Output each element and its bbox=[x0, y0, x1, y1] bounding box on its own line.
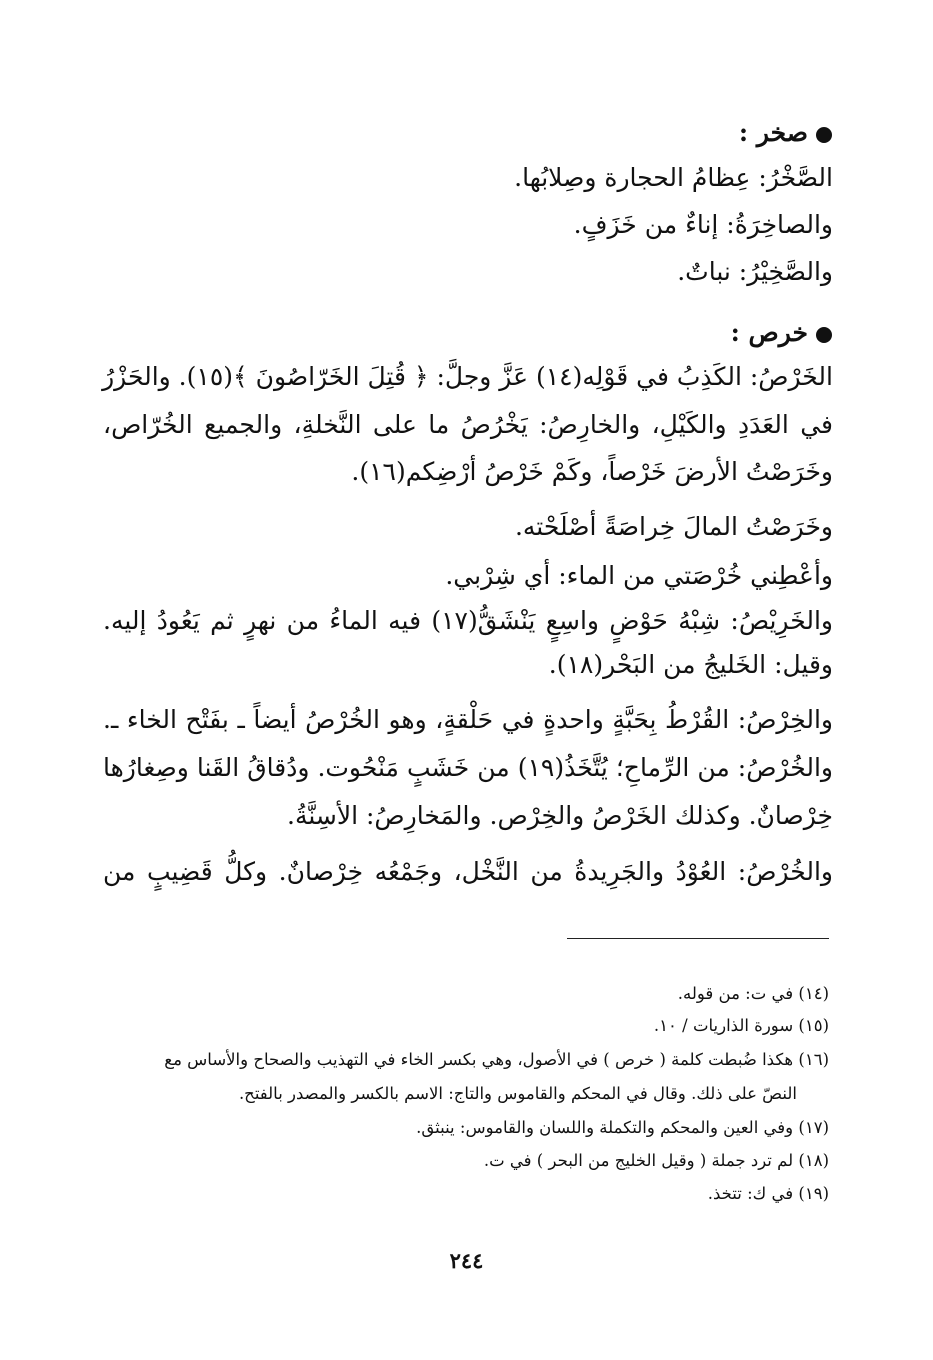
entry-line: خِرْصانٌ. وكذلك الخَرْصُ والخِرْص. والمَخارِصُ: الأسِنَّةُ. bbox=[287, 801, 833, 830]
bullet-icon bbox=[816, 327, 832, 343]
entry-line: وخَرَصْتُ الأرضَ خَرْصاً، وكَمْ خَرْصُ أرْضِكم(١٦). bbox=[351, 457, 833, 486]
footnote-separator bbox=[567, 938, 829, 939]
footnote: (١٧) وفي العين والمحكم والتكملة واللسان والقاموس: ينبثق. bbox=[416, 1118, 829, 1137]
entry-line: وقيل: الخَليجُ من البَحْر(١٨). bbox=[548, 650, 833, 679]
footnote: (١٦) هكذا ضُبطت كلمة ( خرص ) في الأصول، وهي بكسر الخاء في التهذيب والصحاح والأساس مع bbox=[164, 1050, 829, 1069]
entry-line: الصَّخْرُ: عِظامُ الحجارة وصِلابُها. bbox=[514, 163, 833, 192]
entry-line: والخَرِيْصُ: شِبْهُ حَوْضٍ واسِعٍ يَنْشَقُّ(١٧) فيه الماءُ من نهرٍ ثم يَعُودُ إليه. bbox=[103, 606, 833, 635]
entry-line: وخَرَصْتُ المالَ خِراصَةً أصْلَحْته. bbox=[514, 512, 833, 541]
footnote-continuation: النصّ على ذلك. وقال في المحكم والقاموس والتاج: الاسم بالكسر والمصدر بالفتح. bbox=[238, 1084, 797, 1103]
entry-heading-khars: خرص : bbox=[731, 318, 832, 347]
footnote: (١٨) لم ترد جملة ( وقيل الخليج من البحر ) في ت. bbox=[483, 1151, 829, 1170]
entry-line: والخِرْصُ: القُرْطُ بِحَبَّةٍ واحدةٍ في حَلْقةٍ، وهو الخُرْصُ أيضاً ـ بفَتْح الخاء ـ. bbox=[103, 705, 833, 734]
entry-line: في العَدَدِ والكَيْلِ، والخارِصُ: يَخْرُصُ ما على النَّخلةِ، والجميع الخُرّاص، bbox=[103, 410, 833, 439]
entry-line: والصَّخِيْرُ: نباتٌ. bbox=[677, 257, 833, 286]
entry-line: والصاخِرَةُ: إناءٌ من خَزَفٍ. bbox=[573, 210, 833, 239]
bullet-icon bbox=[816, 127, 832, 143]
page-number: ٢٤٤ bbox=[449, 1248, 484, 1273]
entry-line: والخُرْصُ: من الرِّماحِ؛ يُتَّخَذُ(١٩) من خَشَبٍ مَنْحُوت. ودُقاقُ القَنا وصِغارُها bbox=[103, 753, 833, 782]
entry-line: وأعْطِني خُرْصَتي من الماء: أي شِرْبي. bbox=[445, 561, 833, 590]
footnote: (١٤) في ت: من قوله. bbox=[677, 984, 829, 1003]
entry-heading-sakhr: صخر : bbox=[739, 118, 832, 147]
entry-line: الخَرْصُ: الكَذِبُ في قَوْلِه(١٤) عَزَّ وجلَّ: ﴿ قُتِلَ الخَرّاصُونَ ﴾(١٥). والحَزْرُ bbox=[102, 362, 833, 391]
footnote: (١٥) سورة الذاريات / ١٠. bbox=[653, 1016, 829, 1035]
footnote: (١٩) في ك: تتخذ. bbox=[707, 1184, 829, 1203]
entry-line: والخُرْصُ: العُوْدُ والجَرِيدةُ من النَّخْل، وجَمْعُه خِرْصانٌ. وكلُّ قَضِيبٍ من bbox=[103, 857, 833, 886]
